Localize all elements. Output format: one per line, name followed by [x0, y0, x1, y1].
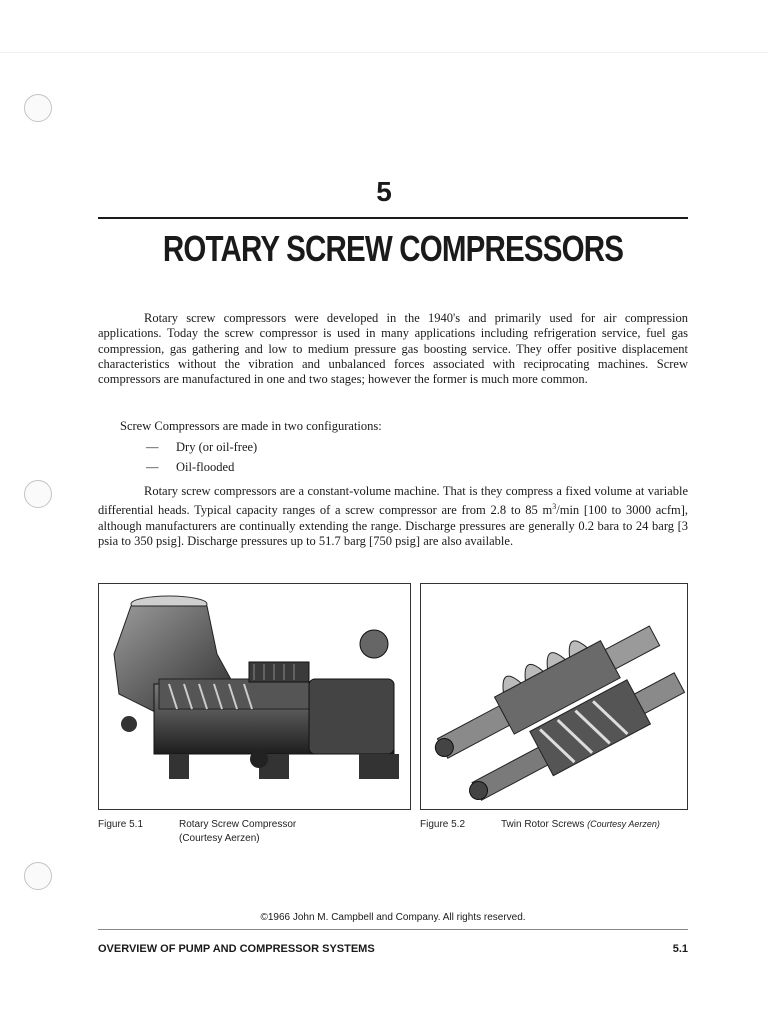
- list-item: [146, 460, 257, 480]
- twin-rotor-screws-image: [421, 584, 687, 809]
- book-title: OVERVIEW OF PUMP AND COMPRESSOR SYSTEMS: [98, 943, 375, 955]
- list-item: [146, 440, 257, 460]
- cubic-superscript: 3: [552, 502, 557, 512]
- figure-5-2-frame: [420, 583, 688, 810]
- chapter-number: 5: [376, 176, 392, 207]
- footer-rule: [98, 929, 688, 930]
- figure-5-2-caption-line: [501, 819, 660, 830]
- config-list: [146, 440, 257, 480]
- intro-paragraph: Rotary screw compressors were developed in the 1940's and primarily used for air compression applications. Today the screw compressor is used in many applications including refrigeration service, fuel gas compression, gas gathering and low to medium pressure gas boosting service. They offer positive displacement characteristics without the vibration and unbalanced forces associated with reciprocating machines. Screw compressors are manufactured in one and two stages; however the former is much more common.: [98, 311, 688, 387]
- copyright-notice: ©1966 John M. Campbell and Company. All rights reserved.: [260, 912, 526, 923]
- config-oil-flooded: Oil-flooded: [176, 460, 235, 474]
- figure-5-2-caption: Twin Rotor Screws: [501, 819, 585, 830]
- top-scan-edge: [0, 52, 768, 53]
- figure-5-2-label: Figure 5.2: [420, 819, 466, 830]
- list-dash: —: [146, 460, 159, 474]
- figure-5-1-frame: [98, 583, 411, 810]
- title-rule-top: [98, 217, 688, 219]
- capacity-text-b: /min [100 to 3000 acfm], although manufacturers are continually extending the range. Discharge pressures are generally 0.2 bara to 24 barg [3 psia to 350 psig]. Discharge pressures up to 51.7 barg [750 psig] are also available.: [98, 503, 688, 549]
- page-number: 5.1: [672, 943, 688, 955]
- binder-hole-middle: [24, 480, 52, 508]
- binder-hole-bottom: [24, 862, 52, 890]
- figure-5-1-credit: (Courtesy Aerzen): [179, 833, 260, 844]
- config-dry: Dry (or oil-free): [176, 440, 258, 454]
- list-dash: —: [146, 440, 159, 454]
- rotary-screw-compressor-image: [99, 584, 410, 809]
- figure-5-2-credit: (Courtesy Aerzen): [587, 819, 660, 829]
- chapter-title: ROTARY SCREW COMPRESSORS: [162, 228, 624, 269]
- capacity-text-a: Rotary screw compressors are a constant-volume machine. That is they compress a fixed volume at variable differential heads. Typical capacity ranges of a screw compressor are from 2.8 to 85 m: [98, 484, 688, 518]
- capacity-paragraph: [98, 484, 688, 549]
- intro-paragraph-block: [98, 311, 688, 387]
- figure-5-1-label: Figure 5.1: [98, 819, 144, 830]
- page-footer: [98, 943, 688, 955]
- config-intro: Screw Compressors are made in two configurations:: [120, 419, 382, 433]
- binder-hole-top: [24, 94, 52, 122]
- figure-5-1-caption: Rotary Screw Compressor: [179, 819, 297, 830]
- capacity-paragraph-block: [98, 484, 688, 549]
